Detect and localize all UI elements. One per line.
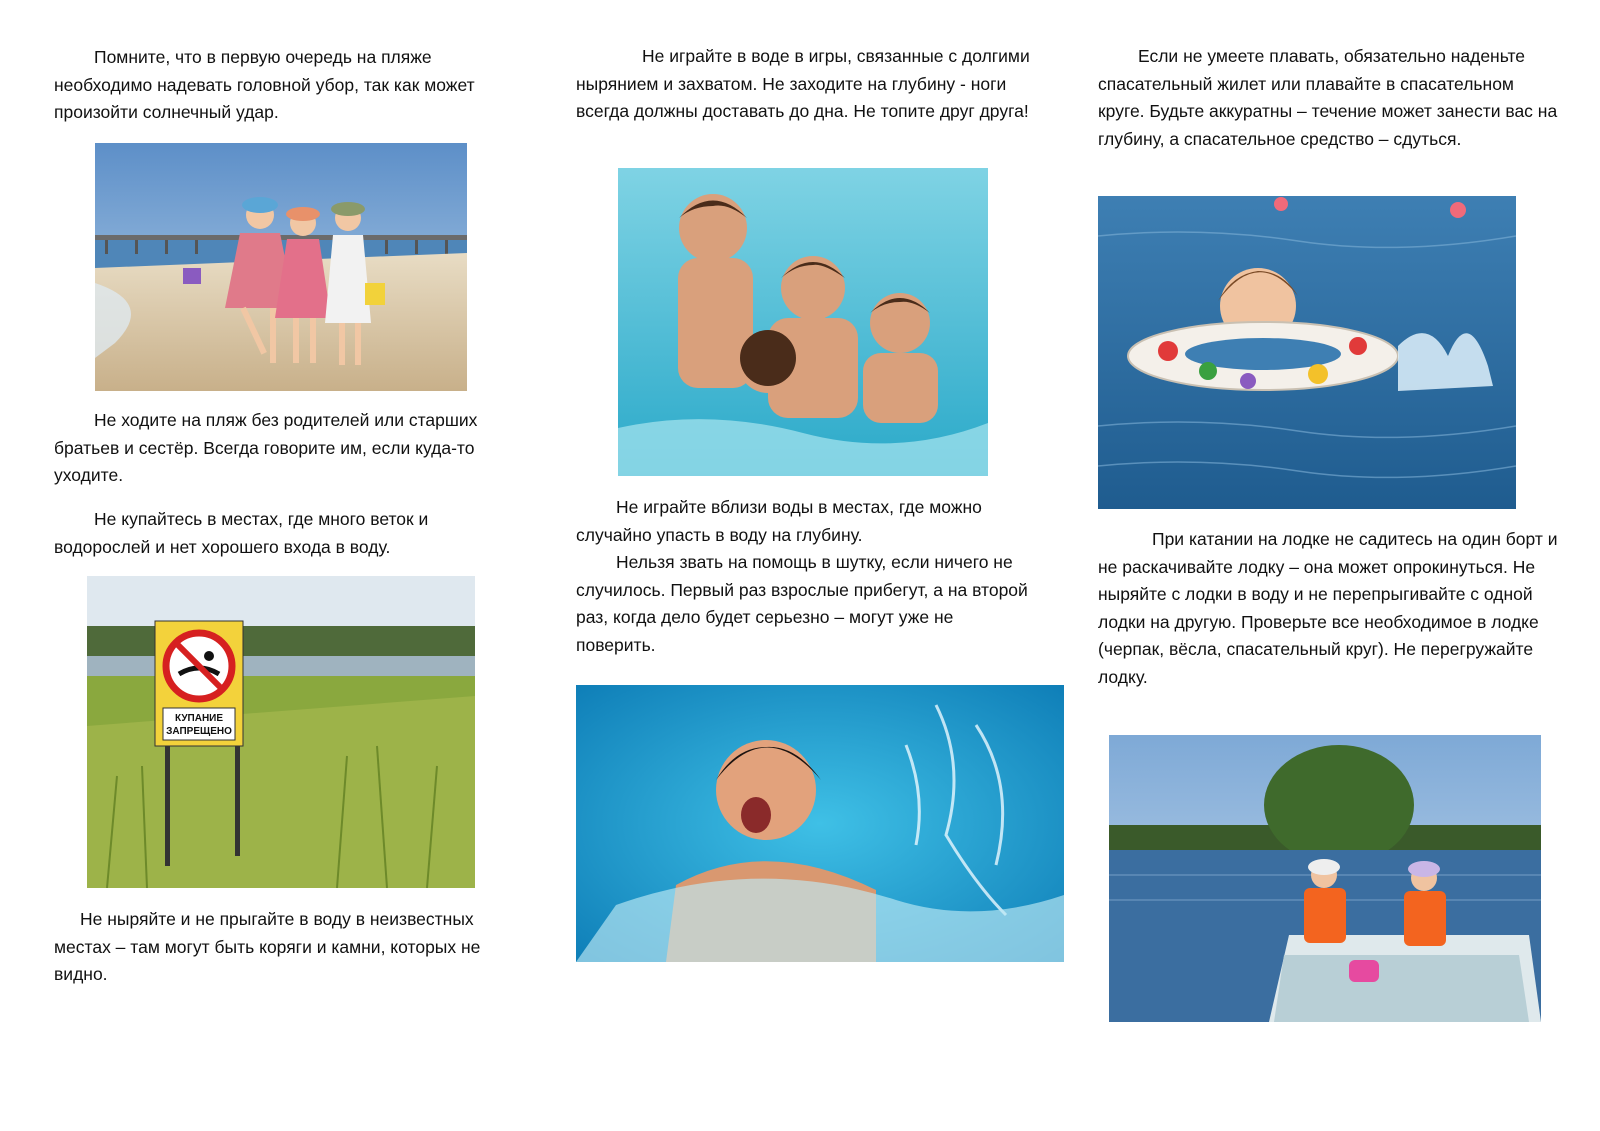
paragraph-life-vest: Если не умеете плавать, обязательно наденьте спасательный жилет или плавайте в спасательном круге. Будьте аккуратны – течение может занести вас на глубину, а спасательное средство – сдуться.: [1098, 46, 1558, 149]
photo-no-swimming-sign: [87, 576, 475, 888]
paragraph-boat: При катании на лодке не садитесь на один борт и не раскачивайте лодку – она может опрокинуться. Не ныряйте с лодки в воду и не перепрыгивайте с одной лодки на другую. Проверьте все необходимое в лодке (черпак, вёсла, спасательный круг). Не перегружайте лодку.: [1098, 529, 1558, 687]
paragraph-false-alarm: Нельзя звать на помощь в шутку, если ничего не случилось. Первый раз взрослые прибегут, а на второй раз, когда дело будет серьезно – могут уже не поверить.: [576, 552, 1028, 655]
paragraph-branches: Не купайтесь в местах, где много веток и водорослей и нет хорошего входа в воду.: [54, 509, 429, 557]
photo-boys-wrestling-in-pool: [618, 168, 988, 476]
paragraph-diving: Не ныряйте и не прыгайте в воду в неизвестных местах – там могут быть коряги и камни, которых не видно.: [54, 909, 481, 984]
photo-boy-splashing: [576, 685, 1064, 962]
photo-child-in-swim-ring: [1098, 196, 1516, 509]
paragraph-headwear: Помните, что в первую очередь на пляже необходимо надевать головной убор, так как может произойти солнечный удар.: [54, 47, 475, 122]
paragraph-games: Не играйте в воде в игры, связанные с долгими нырянием и захватом. Не заходите на глубину - ноги всегда должны доставать до дна. Не топите друг друга!: [576, 46, 1030, 121]
paragraph-near-water: Не играйте вблизи воды в местах, где можно случайно упасть в воду на глубину.: [576, 497, 982, 545]
paragraph-parents: Не ходите на пляж без родителей или старших братьев и сестёр. Всегда говорите им, если куда-то уходите.: [54, 410, 478, 485]
sign-text-line2: ЗАПРЕЩЕНО: [166, 726, 232, 737]
sign-text-line1: КУПАНИЕ: [174, 713, 224, 724]
photo-children-in-boat: [1109, 735, 1541, 1022]
photo-girls-on-beach: [95, 143, 467, 391]
